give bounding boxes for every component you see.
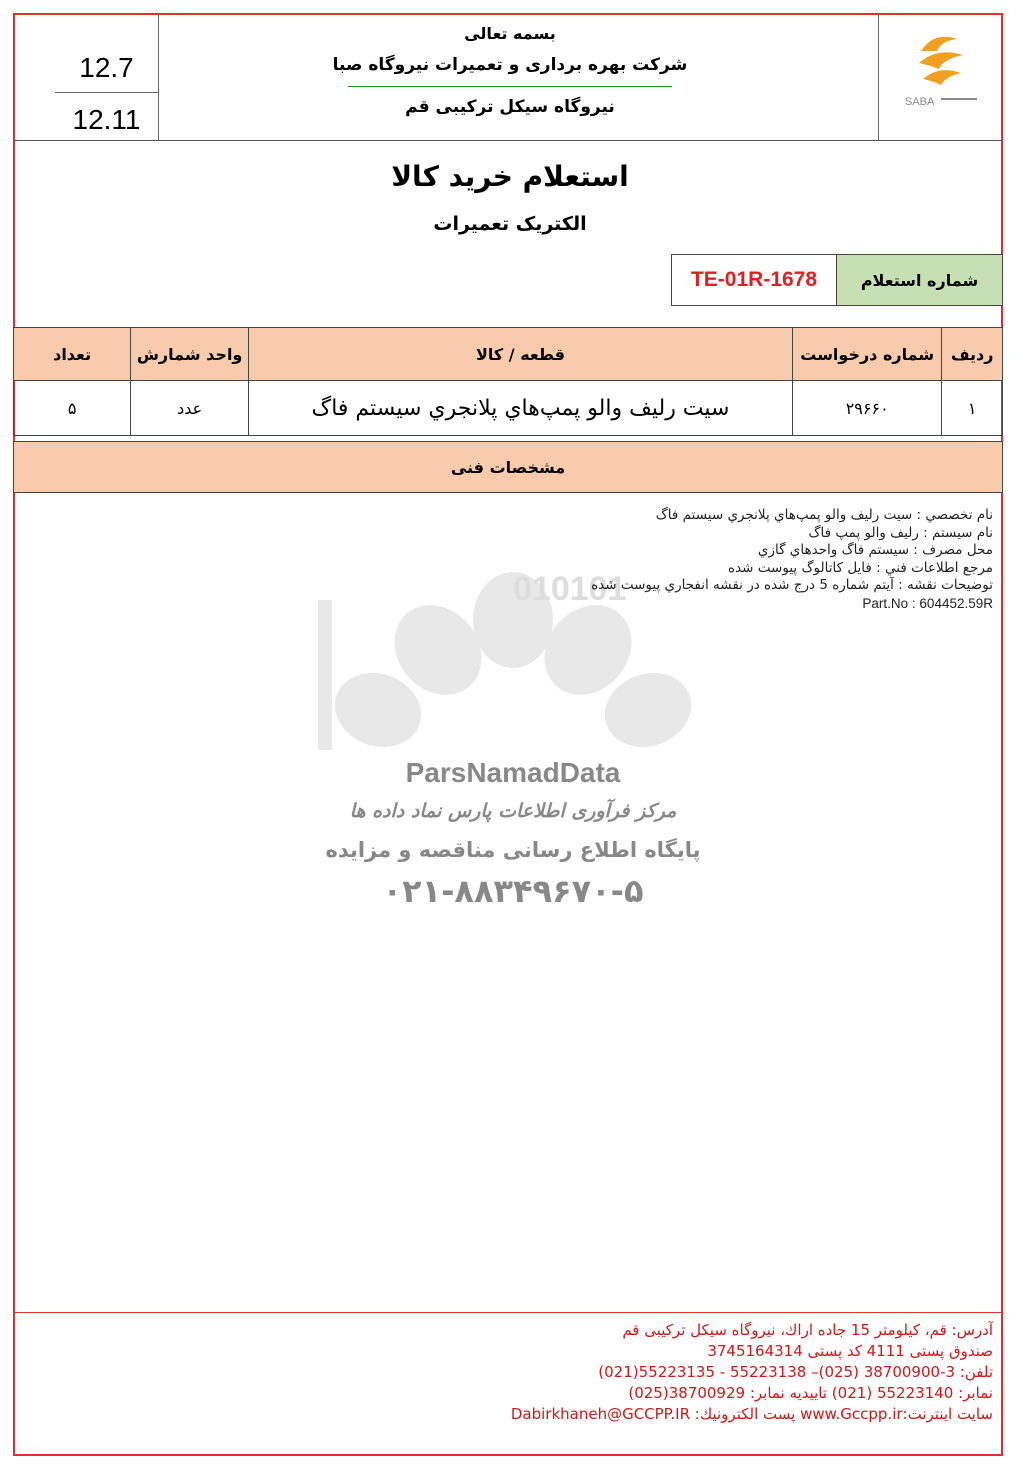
saba-logo-icon (879, 13, 1004, 113)
watermark-line1: مرکز فرآوری اطلاعات پارس نماد داده ها (349, 800, 677, 822)
cell-qty: ۵ (14, 381, 131, 436)
footer-address: آدرس: قم، كيلومتر 15 جاده اراك، نيروگاه سيكل تركيبی قم (622, 1321, 993, 1339)
number-top: 12.7 (79, 52, 134, 83)
table-header-row (14, 328, 1003, 381)
spec-line: محل مصرف : سيستم فاگ واحدهاي گازي (757, 542, 993, 558)
number-box-divider (158, 13, 159, 140)
footer-divider (13, 1312, 1003, 1313)
cell-request-no: ۲۹۶۶۰ (793, 381, 942, 436)
spec-lines (293, 507, 993, 612)
footer-pobox: صندوق پستی 4111 كد پستی 3745164314 (707, 1342, 993, 1360)
watermark-phone: ۰۲۱-۸۸۳۴۹۶۷۰-۵ (382, 872, 644, 910)
specs-heading: مشخصات فنی (13, 441, 1003, 493)
cell-unit: عدد (131, 381, 249, 436)
col-unit: واحد شمارش (131, 328, 249, 381)
header-divider (13, 140, 1003, 141)
col-item: قطعه / کالا (249, 328, 793, 381)
logo-area (878, 13, 1004, 140)
col-row: ردیف (942, 328, 1003, 381)
logo-text: SABA (905, 96, 935, 108)
spec-line: توضيحات نقشه : آيتم شماره 5 درج شده در نقشه انفجاري پيوست شده (591, 577, 993, 593)
col-request-no: شماره درخواست (793, 328, 942, 381)
number-separator (55, 92, 158, 93)
footer-fax: نمابر: 55223140 (021) تاييديه نمابر: 38700929(025) (628, 1384, 993, 1402)
cell-row: ۱ (942, 381, 1003, 436)
spec-line: نام تخصصي : سيت رليف والو پمپ‌هاي پلانجري سيستم فاگ (655, 507, 993, 523)
items-table (13, 327, 1003, 436)
part-number: Part.No : 604452.59R (862, 595, 993, 611)
watermark-digits: 010101 (513, 570, 627, 608)
footer-phone: تلفن: 3-38700900 (025)– 55223138 - 55223135(021) (598, 1363, 993, 1381)
footer (293, 1320, 993, 1425)
inquiry-number: TE-01R-1678 (671, 254, 837, 306)
watermark-brand: ParsNamadData (405, 757, 621, 788)
bismillah: بسمه تعالی (464, 24, 556, 43)
plant-name: نیروگاه سیکل ترکیبی قم (405, 97, 615, 117)
number-bottom: 12.11 (72, 104, 141, 135)
footer-web: سايت اينترنت:www.Gccpp.ir پست الكترونيك: Dabirkhaneh@GCCPP.IR (510, 1405, 993, 1423)
company-name: شرکت بهره برداری و تعمیرات نیروگاه صبا (332, 55, 688, 75)
inquiry-number-label: شماره استعلام (836, 254, 1003, 306)
spec-line: مرجع اطلاعات فني : فايل كاتالوگ پيوست شده (728, 559, 993, 576)
cell-item: سيت رليف والو پمپ‌هاي پلانجري سيستم فاگ (249, 381, 793, 436)
spec-line: نام سيستم : رليف والو پمپ فاگ (808, 524, 993, 541)
table-row (14, 381, 1003, 436)
col-qty: تعداد (14, 328, 131, 381)
page-title: استعلام خرید کالا (391, 160, 629, 193)
header-underline (348, 86, 672, 87)
page-subtitle: الکتریک تعمیرات (433, 213, 587, 235)
watermark-line2: پایگاه اطلاع رسانی مناقصه و مزایده (325, 838, 701, 862)
